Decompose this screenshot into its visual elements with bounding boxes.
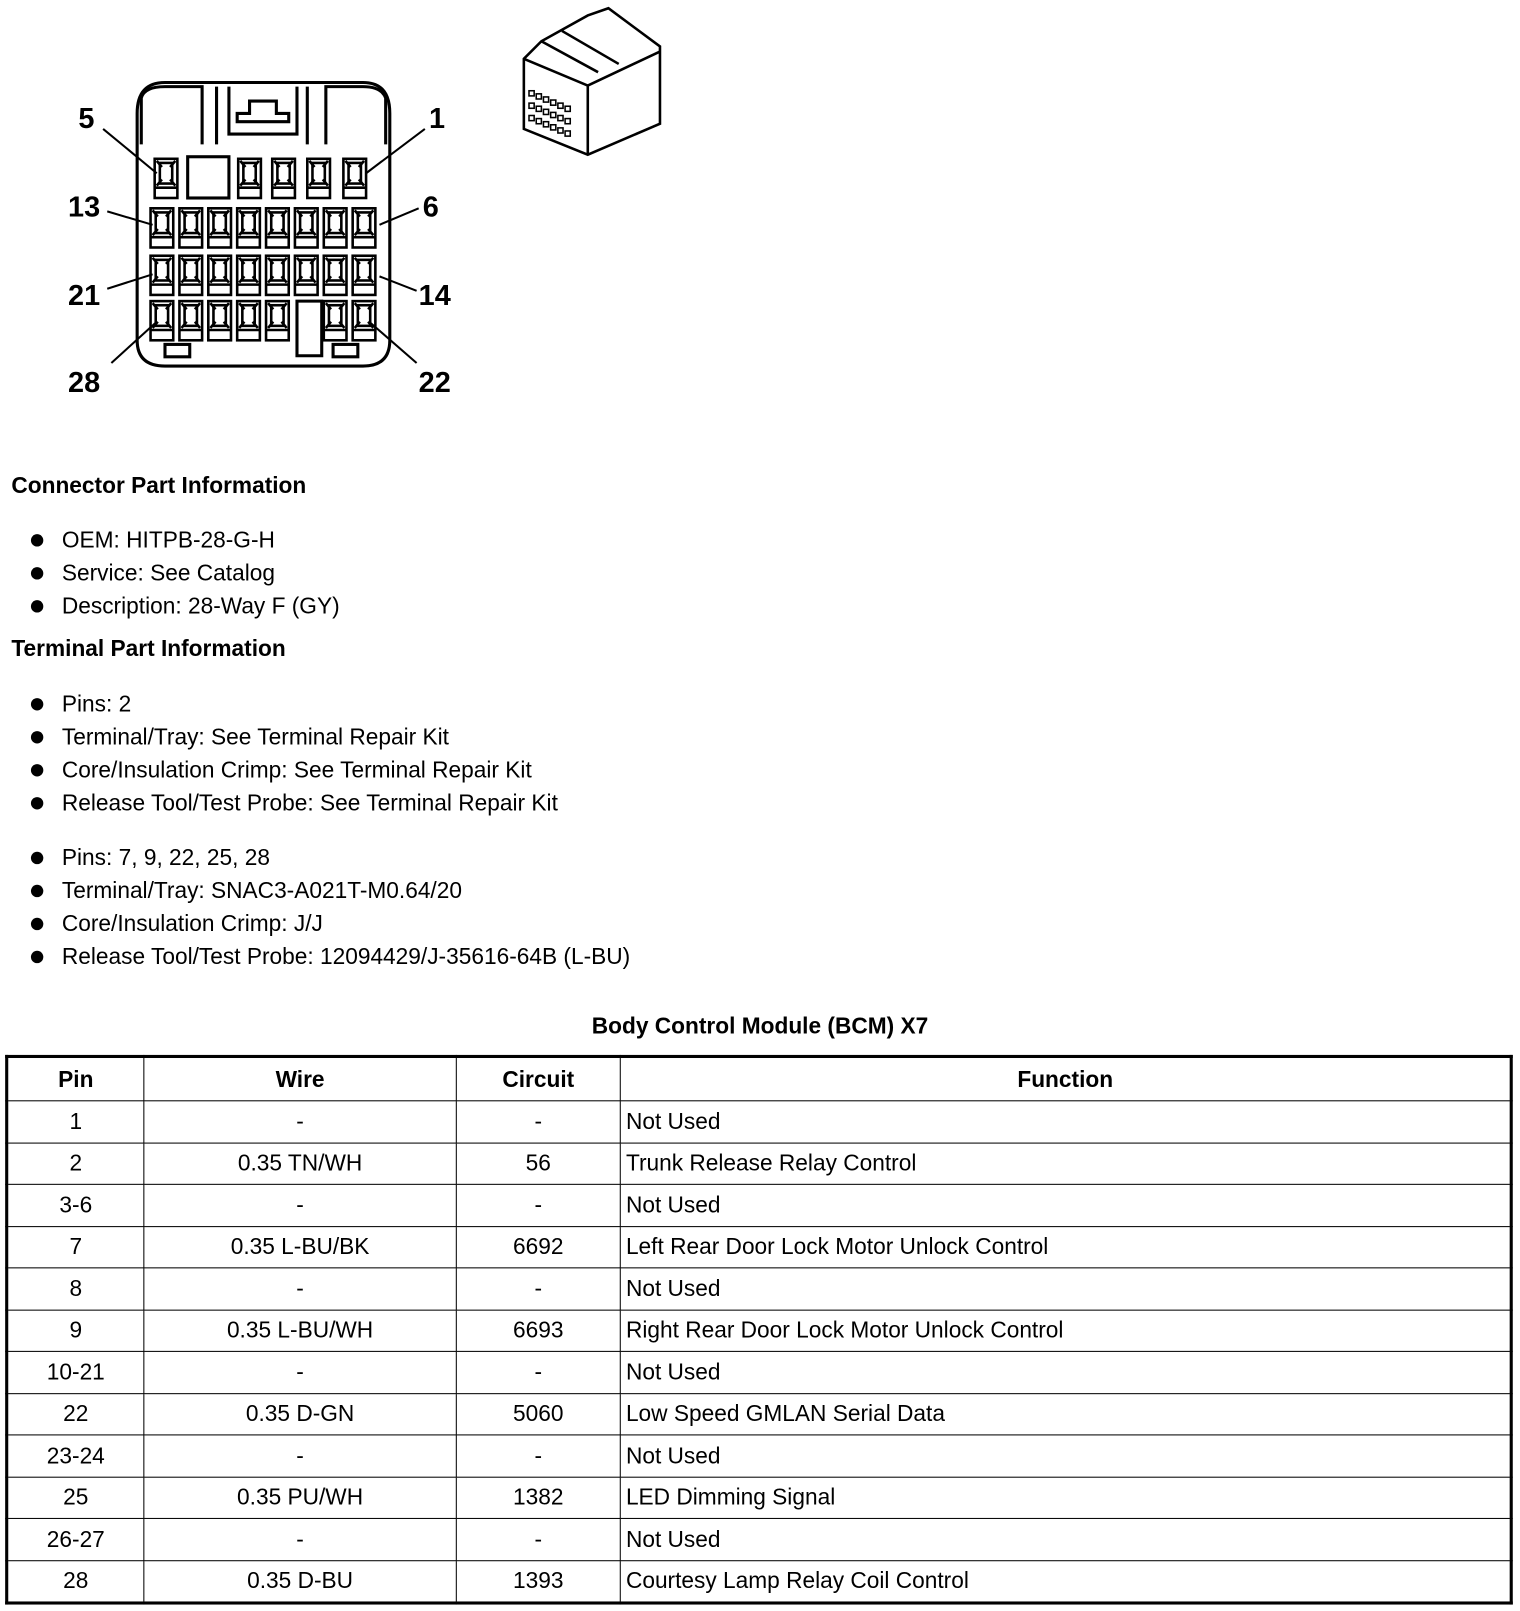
list-item	[29, 841, 630, 874]
list-item	[29, 524, 340, 557]
bullet-icon	[31, 852, 43, 864]
list-item	[29, 754, 558, 787]
table-title: Body Control Module (BCM) X7	[591, 1012, 929, 1039]
item-text: Core/Insulation Crimp: J/J	[61, 910, 323, 937]
item-text: Release Tool/Test Probe: 12094429/J-35616-64B (L-BU)	[61, 943, 631, 970]
pinout-table	[5, 1055, 1513, 1605]
bullet-icon	[31, 600, 43, 612]
cell-function: Not Used	[620, 1351, 1511, 1393]
pin-cavity	[353, 301, 376, 340]
pin-cavity	[266, 301, 289, 340]
cell-wire: 0.35 D-BU	[144, 1560, 456, 1603]
list-item	[29, 721, 558, 754]
cell-circuit: -	[456, 1101, 620, 1143]
pin-cavity	[179, 301, 202, 340]
connector-info-list	[29, 524, 340, 623]
pin-label-28: 28	[68, 366, 101, 399]
bullet-icon	[31, 951, 43, 963]
bullet-icon	[31, 534, 43, 546]
pin-label-22: 22	[418, 366, 451, 399]
table-row	[7, 1393, 1512, 1435]
item-text: Release Tool/Test Probe: See Terminal Repair Kit	[61, 789, 558, 816]
pin-cavity	[151, 301, 174, 340]
list-item	[29, 557, 340, 590]
pin-cavity	[266, 208, 289, 247]
pin-cavity	[151, 208, 174, 247]
item-text: Description: 28-Way F (GY)	[61, 592, 340, 619]
terminal-info-heading: Terminal Part Information	[11, 635, 286, 661]
cell-wire: 0.35 TN/WH	[144, 1143, 456, 1185]
terminal-info-group-2	[29, 841, 630, 973]
cell-pin: 7	[7, 1226, 144, 1268]
column-header-function: Function	[620, 1056, 1511, 1100]
cell-pin: 1	[7, 1101, 144, 1143]
item-text: Core/Insulation Crimp: See Terminal Repair Kit	[61, 756, 532, 783]
cell-wire: -	[144, 1351, 456, 1393]
connector-info-heading: Connector Part Information	[11, 472, 307, 499]
bullet-icon	[31, 731, 43, 743]
table-row	[7, 1143, 1512, 1185]
item-text: Service: See Catalog	[61, 559, 275, 586]
pin-cavity	[272, 159, 295, 198]
pin-label-1: 1	[428, 102, 446, 135]
list-item	[29, 590, 340, 623]
table-row	[7, 1268, 1512, 1310]
pin-cavity	[179, 208, 202, 247]
pin-cavity	[343, 159, 366, 198]
cell-function: Not Used	[620, 1518, 1511, 1560]
pin-cavity	[324, 256, 347, 295]
cell-circuit: -	[456, 1435, 620, 1477]
pin-cavity	[208, 301, 231, 340]
pin-cavity	[353, 208, 376, 247]
cell-wire: 0.35 D-GN	[144, 1393, 456, 1435]
column-header-pin: Pin	[7, 1056, 144, 1100]
table-row	[7, 1226, 1512, 1268]
cell-circuit: -	[456, 1184, 620, 1226]
pin-cavity	[295, 256, 318, 295]
pin-cavity	[324, 208, 347, 247]
table-row	[7, 1560, 1512, 1603]
cell-wire: 0.35 L-BU/WH	[144, 1310, 456, 1352]
cell-function: LED Dimming Signal	[620, 1477, 1511, 1519]
table-row	[7, 1477, 1512, 1519]
cell-wire: -	[144, 1268, 456, 1310]
table-row	[7, 1310, 1512, 1352]
pin-label-13: 13	[68, 191, 101, 224]
cell-pin: 3-6	[7, 1184, 144, 1226]
cell-wire: -	[144, 1518, 456, 1560]
cell-function: Left Rear Door Lock Motor Unlock Control	[620, 1226, 1511, 1268]
cell-function: Not Used	[620, 1101, 1511, 1143]
cell-circuit: 56	[456, 1143, 620, 1185]
pin-cavity	[295, 208, 318, 247]
item-text: Pins: 7, 9, 22, 25, 28	[61, 844, 270, 871]
table-row	[7, 1435, 1512, 1477]
pin-cavity	[266, 256, 289, 295]
table-row	[7, 1351, 1512, 1393]
cell-circuit: 6693	[456, 1310, 620, 1352]
bullet-icon	[31, 885, 43, 897]
item-text: OEM: HITPB-28-G-H	[61, 526, 275, 553]
pin-cavity	[151, 256, 174, 295]
list-item	[29, 874, 630, 907]
pin-label-14: 14	[418, 280, 451, 313]
list-item	[29, 907, 630, 940]
bullet-icon	[31, 797, 43, 809]
cell-function: Courtesy Lamp Relay Coil Control	[620, 1560, 1511, 1603]
pin-cavity	[237, 256, 260, 295]
cell-wire: 0.35 L-BU/BK	[144, 1226, 456, 1268]
list-item	[29, 787, 558, 820]
connector-face-diagram	[0, 0, 722, 433]
connector-isometric-view	[524, 8, 660, 154]
cell-pin: 23-24	[7, 1435, 144, 1477]
table-row	[7, 1518, 1512, 1560]
cell-function: Not Used	[620, 1268, 1511, 1310]
pin-cavity	[237, 301, 260, 340]
list-item	[29, 688, 558, 721]
cell-pin: 25	[7, 1477, 144, 1519]
item-text: Terminal/Tray: SNAC3-A021T-M0.64/20	[61, 877, 462, 904]
cell-circuit: 6692	[456, 1226, 620, 1268]
cell-circuit: 5060	[456, 1393, 620, 1435]
bullet-icon	[31, 918, 43, 930]
pin-cavity	[238, 159, 261, 198]
cell-pin: 22	[7, 1393, 144, 1435]
cell-wire: 0.35 PU/WH	[144, 1477, 456, 1519]
pin-cavity	[307, 159, 330, 198]
cell-function: Not Used	[620, 1435, 1511, 1477]
cell-function: Low Speed GMLAN Serial Data	[620, 1393, 1511, 1435]
cell-function: Trunk Release Relay Control	[620, 1143, 1511, 1185]
cell-pin: 2	[7, 1143, 144, 1185]
item-text: Pins: 2	[61, 690, 132, 717]
pin-cavity	[237, 208, 260, 247]
bullet-icon	[31, 567, 43, 579]
column-header-circuit: Circuit	[456, 1056, 620, 1100]
pin-label-21: 21	[68, 280, 101, 313]
cell-circuit: -	[456, 1351, 620, 1393]
pin-cavity	[179, 256, 202, 295]
cell-pin: 8	[7, 1268, 144, 1310]
cell-function: Right Rear Door Lock Motor Unlock Control	[620, 1310, 1511, 1352]
bullet-icon	[31, 698, 43, 710]
pin-cavity	[208, 256, 231, 295]
table-row	[7, 1184, 1512, 1226]
pin-cavity	[353, 256, 376, 295]
bullet-icon	[31, 764, 43, 776]
pin-cavity	[324, 301, 347, 340]
table-row	[7, 1101, 1512, 1143]
cell-wire: -	[144, 1435, 456, 1477]
cell-circuit: -	[456, 1518, 620, 1560]
cell-circuit: -	[456, 1268, 620, 1310]
cell-function: Not Used	[620, 1184, 1511, 1226]
cell-pin: 9	[7, 1310, 144, 1352]
column-header-wire: Wire	[144, 1056, 456, 1100]
pin-label-6: 6	[422, 191, 439, 224]
cell-pin: 26-27	[7, 1518, 144, 1560]
list-item	[29, 940, 630, 973]
cell-pin: 10-21	[7, 1351, 144, 1393]
terminal-info-group-1	[29, 688, 558, 820]
item-text: Terminal/Tray: See Terminal Repair Kit	[61, 723, 449, 750]
cell-circuit: 1382	[456, 1477, 620, 1519]
cell-pin: 28	[7, 1560, 144, 1603]
cell-circuit: 1393	[456, 1560, 620, 1603]
cell-wire: -	[144, 1101, 456, 1143]
cell-wire: -	[144, 1184, 456, 1226]
pin-label-5: 5	[78, 102, 95, 135]
pin-cavity	[155, 159, 178, 198]
pin-cavity	[208, 208, 231, 247]
